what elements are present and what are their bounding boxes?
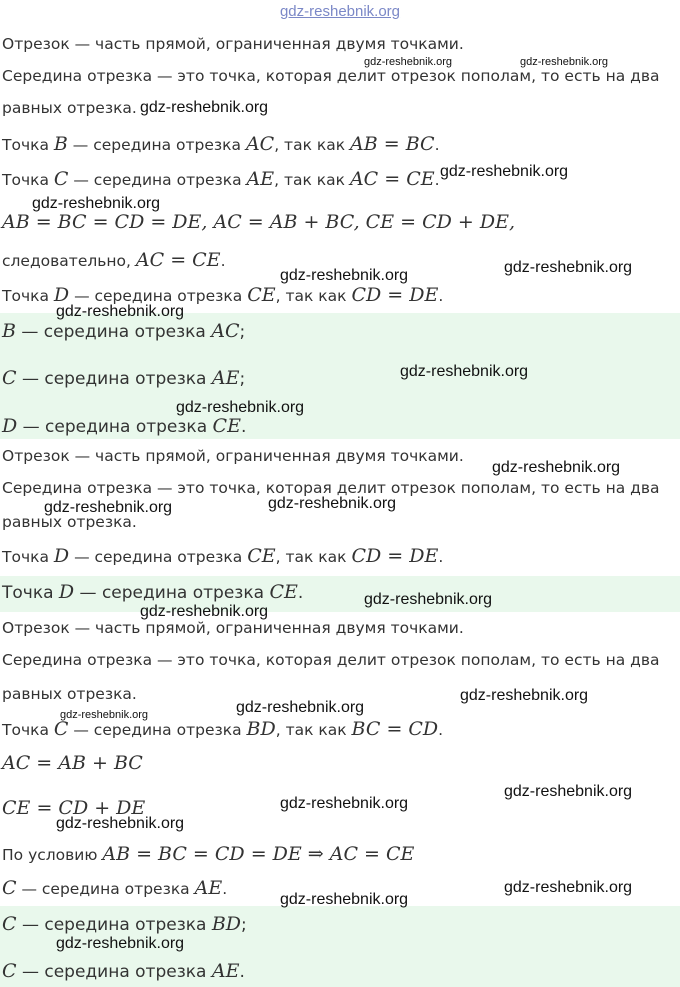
watermark: gdz-reshebnik.org (504, 879, 633, 896)
answer-line: C — середина отрезка AE; (2, 367, 246, 389)
definition-midpoint-cont: равных отрезка. (2, 99, 137, 117)
reasoning-line: Точка C — середина отрезка BD, так как BC = CD. (2, 718, 444, 740)
watermark: gdz-reshebnik.org (280, 795, 409, 812)
watermark: gdz-reshebnik.org (60, 709, 149, 721)
watermark: gdz-reshebnik.org (364, 591, 493, 608)
watermark: gdz-reshebnik.org (176, 399, 305, 416)
equation-line: AC = AB + BC (2, 752, 143, 774)
reasoning-line: Точка C — середина отрезка AE, так как AC = CE. (2, 168, 440, 190)
definition-midpoint-cont: равных отрезка. (2, 685, 137, 703)
definition-segment: Отрезок — часть прямой, ограниченная двумя точками. (2, 447, 464, 465)
watermark: gdz-reshebnik.org (280, 891, 409, 908)
conclusion-line: следовательно, AC = CE. (2, 249, 226, 271)
answer-line: C — середина отрезка AE. (2, 960, 245, 982)
watermark: gdz-reshebnik.org (236, 699, 365, 716)
watermark: gdz-reshebnik.org (280, 267, 409, 284)
reasoning-line: Точка D — середина отрезка CE, так как CD = DE. (2, 545, 444, 567)
definition-midpoint: Середина отрезка — это точка, которая делит отрезок пополам, то есть на два (2, 651, 660, 669)
definition-segment: Отрезок — часть прямой, ограниченная двумя точками. (2, 35, 464, 53)
watermark: gdz-reshebnik.org (44, 499, 173, 516)
watermark: gdz-reshebnik.org (140, 603, 269, 620)
watermark: gdz-reshebnik.org (400, 363, 529, 380)
answer-line: Точка D — середина отрезка CE. (2, 581, 304, 603)
condition-line: По условию AB = BC = CD = DE ⇒ AC = CE (2, 843, 415, 865)
definition-midpoint: Середина отрезка — это точка, которая делит отрезок пополам, то есть на два (2, 479, 660, 497)
answer-line: D — середина отрезка CE. (2, 415, 247, 437)
answer-line: C — середина отрезка BD; (2, 913, 247, 935)
reasoning-line: Точка B — середина отрезка AC, так как AB = BC. (2, 133, 440, 155)
reasoning-line: Точка D — середина отрезка CE, так как CD = DE. (2, 284, 444, 306)
equation-line: CE = CD + DE (2, 797, 146, 819)
watermark: gdz-reshebnik.org (56, 815, 185, 832)
watermark: gdz-reshebnik.org (504, 783, 633, 800)
watermark: gdz-reshebnik.org (504, 259, 633, 276)
watermark: gdz-reshebnik.org (56, 303, 185, 320)
site-header-link[interactable]: gdz-reshebnik.org (279, 3, 401, 20)
watermark: gdz-reshebnik.org (56, 935, 185, 952)
equation-line: AB = BC = CD = DE, AC = AB + BC, CE = CD + DE, (2, 211, 515, 233)
watermark: gdz-reshebnik.org (440, 163, 569, 180)
definition-midpoint: Середина отрезка — это точка, которая делит отрезок пополам, то есть на два (2, 67, 660, 85)
definition-segment: Отрезок — часть прямой, ограниченная двумя точками. (2, 619, 464, 637)
answer-line: B — середина отрезка AC; (2, 320, 246, 342)
watermark: gdz-reshebnik.org (492, 459, 621, 476)
watermark: gdz-reshebnik.org (140, 99, 269, 116)
conclusion-line: C — середина отрезка AE. (2, 877, 228, 899)
watermark: gdz-reshebnik.org (32, 195, 161, 212)
watermark: gdz-reshebnik.org (520, 56, 609, 68)
watermark: gdz-reshebnik.org (460, 687, 589, 704)
watermark: gdz-reshebnik.org (268, 495, 397, 512)
watermark: gdz-reshebnik.org (364, 56, 453, 68)
definition-midpoint-cont: равных отрезка. (2, 513, 137, 531)
